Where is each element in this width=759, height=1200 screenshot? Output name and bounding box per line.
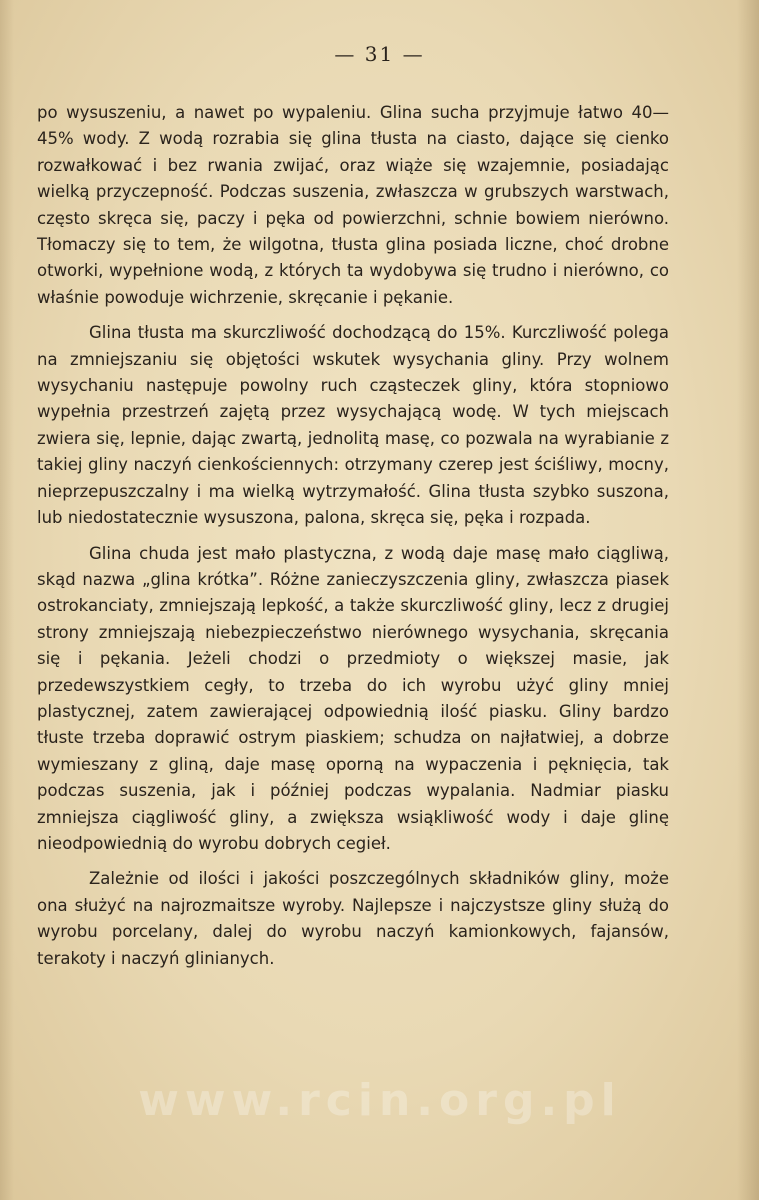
paragraph-4: Zależnie od ilości i jakości poszczególnych składników gliny, może ona służyć na najrozmaitsze wyroby. Najlepsze i najczystsze gliny służą do wyrobu porcelany, dalej do wyrobu naczyń kamionkowych, fajansów, terakoty i naczyń glinianych. (37, 869, 669, 968)
body-text (37, 100, 669, 972)
paragraph-1: po wysuszeniu, a nawet po wypaleniu. Glina sucha przyjmuje łatwo 40—45% wody. Z wodą rozrabia się glina tłusta na ciasto, dające się cienko rozwałkować i bez rwania zwijać, oraz wiąże się wzajemnie, posiadając wielką przyczepność. Podczas suszenia, zwłaszcza w grubszych warstwach, często skręca się, paczy i pęka od powierzchni, schnie bowiem nierówno. Tłomaczy się to tem, że wilgotna, tłusta glina posiada liczne, choć drobne otworki, wypełnione wodą, z których ta wydobywa się trudno i nierówno, co właśnie powoduje wichrzenie, skręcanie i pękanie. (37, 103, 669, 307)
page-number: — 31 — (334, 42, 425, 66)
page-edge-shadow-left (0, 0, 14, 1200)
paragraph-3: Glina chuda jest mało plastyczna, z wodą daje masę mało ciągliwą, skąd nazwa „glina krótka”. Różne zanieczyszczenia gliny, zwłaszcza piasek ostrokanciaty, zmniejszają lepkość, a także skurczliwość gliny, lecz z drugiej strony zmniejszają niebezpieczeństwo nierównego wysychania, skręcania się i pękania. Jeżeli chodzi o przedmioty o większej masie, jak przedewszystkiem cegły, to trzeba do ich wyrobu użyć gliny mniej plastycznej, zatem zawierającej odpowiednią ilość piasku. Gliny bardzo tłuste trzeba doprawić ostrym piaskiem; schudza on najłatwiej, a dobrze wymieszany z gliną, daje masę oporną na wypaczenia i pęknięcia, tak podczas suszenia, jak i później podczas wypalania. Nadmiar piasku zmniejsza ciągliwość gliny, a zwiększa wsiąkliwość wody i daje glinę nieodpowiednią do wyrobu dobrych cegieł. (37, 543, 669, 853)
watermark: www.rcin.org.pl (138, 1075, 622, 1126)
page-edge-shadow-right (737, 0, 759, 1200)
paragraph-2: Glina tłusta ma skurczliwość dochodzącą do 15%. Kurczliwość polega na zmniejszaniu się objętości wskutek wysychania gliny. Przy wolnem wysychaniu następuje powolny ruch cząsteczek gliny, która stopniowo wypełnia przestrzeń zajętą przez wysychającą wodę. W tych miejscach zwiera się, lepnie, dając zwartą, jednolitą masę, co pozwala na wyrabianie z takiej gliny naczyń cienkościennych: otrzymany czerep jest ściśliwy, mocny, nieprzepuszczalny i ma wielką wytrzymałość. Glina tłusta szybko suszona, lub niedostatecznie wysuszona, palona, skręca się, pęka i rozpada. (37, 323, 669, 528)
